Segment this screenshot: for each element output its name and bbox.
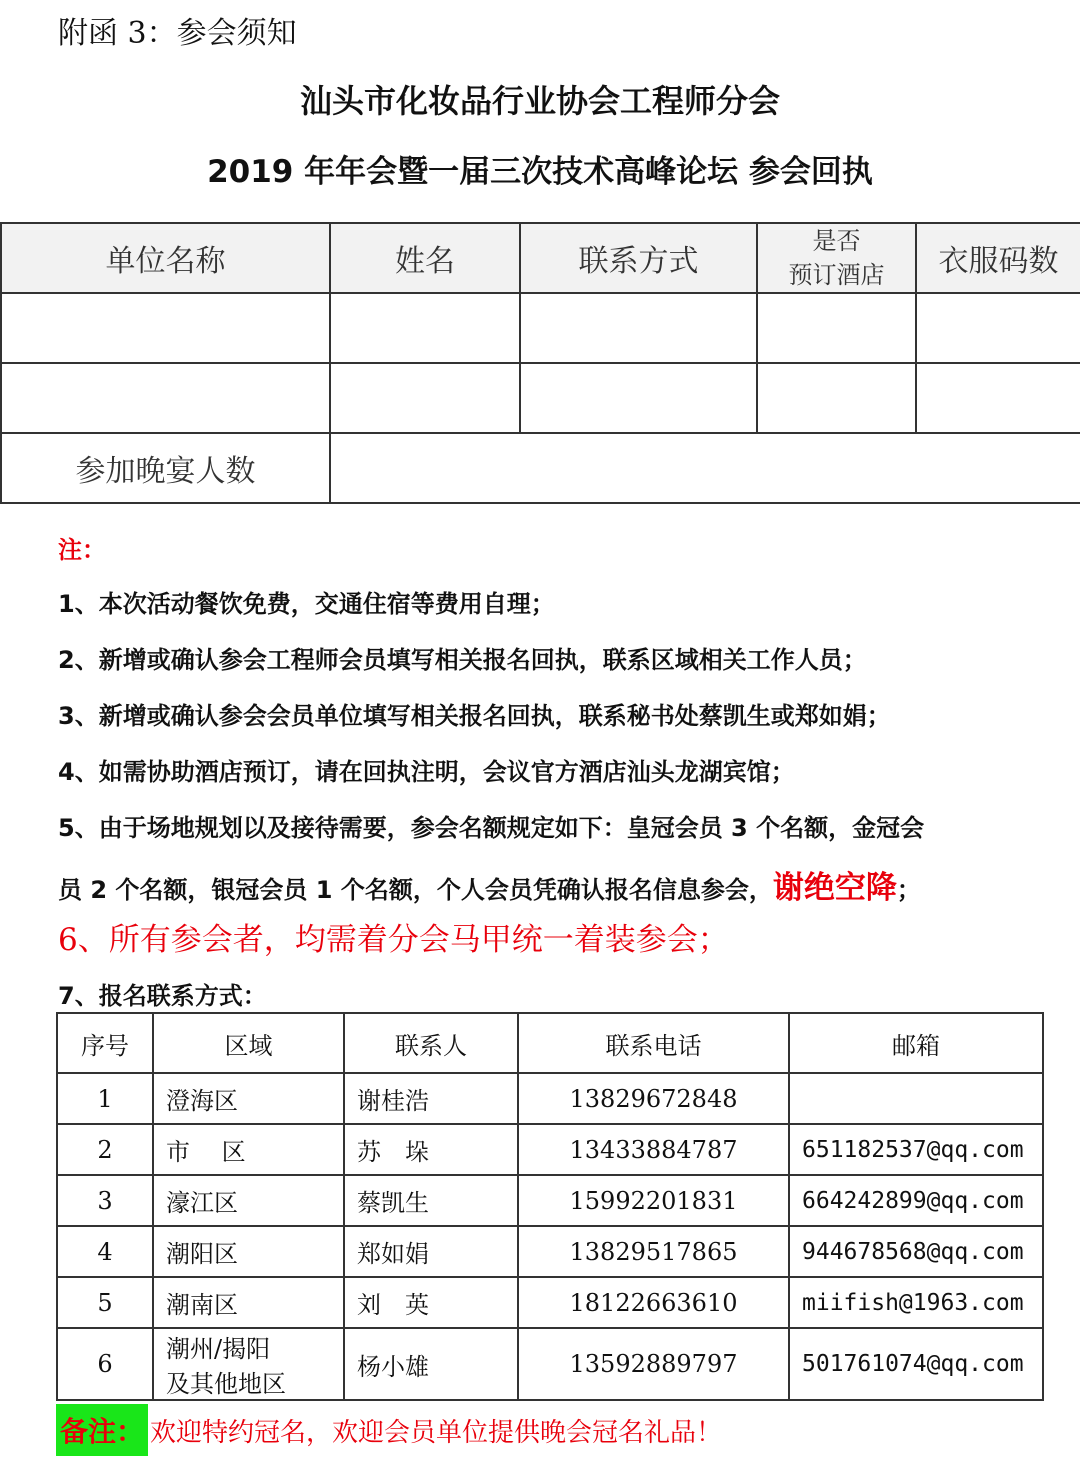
row-area-line1: 潮州/揭阳 [166,1335,271,1363]
form-header-row [1,223,1080,293]
table-row [57,1226,1043,1277]
header-hotel-line2: 预订酒店 [788,261,885,289]
row-contact: 蔡凯生 [344,1175,518,1226]
contact-cell[interactable] [520,293,757,363]
unit-name-cell[interactable] [1,293,330,363]
header-hotel-line1: 是否 [812,227,861,255]
header-clothing-size: 衣服码数 [916,223,1080,293]
banquet-label: 参加晚宴人数 [1,433,330,503]
note-item-3: 3、新增或确认参会会员单位填写相关报名回执，联系秘书处蔡凯生或郑如娟； [58,702,891,730]
note-item-5-text: 员 2 个名额，银冠会员 1 个名额，个人会员凭确认报名信息参会， [58,876,773,904]
note-item-5-line2 [58,862,921,907]
table-row [57,1175,1043,1226]
unit-name-cell[interactable] [1,363,330,433]
document-subtitle: 2019 年年会暨一届三次技术高峰论坛 参会回执 [207,154,873,190]
header-hotel-booking [757,223,916,293]
note-item-4: 4、如需协助酒店预订，请在回执注明，会议官方酒店汕头龙湖宾馆； [58,758,795,786]
table-row [57,1073,1043,1124]
contact-table [56,1012,1044,1401]
row-contact: 谢桂浩 [344,1073,518,1124]
row-contact: 郑如娟 [344,1226,518,1277]
form-empty-row [1,363,1080,433]
row-email: 651182537@qq.com [789,1124,1043,1175]
row-email: 664242899@qq.com [789,1175,1043,1226]
name-cell[interactable] [330,293,520,363]
row-area: 潮南区 [153,1277,344,1328]
notes-heading: 注： [58,536,106,564]
header-area: 区域 [153,1013,344,1073]
header-email: 邮箱 [789,1013,1043,1073]
contact-cell[interactable] [520,363,757,433]
note-item-5-line1: 5、由于场地规划以及接待需要，参会名额规定如下：皇冠会员 3 个名额，金冠会 [58,814,925,842]
note-item-2: 2、新增或确认参会工程师会员填写相关报名回执，联系区域相关工作人员； [58,646,867,674]
row-phone: 13829517865 [518,1226,789,1277]
table-row [57,1277,1043,1328]
row-area: 澄海区 [153,1073,344,1124]
name-cell[interactable] [330,363,520,433]
row-email: 501761074@qq.com [789,1328,1043,1400]
remark-tag: 备注： [56,1404,148,1456]
attachment-label: 附函 3：参会须知 [58,16,297,51]
row-area: 市 区 [153,1124,344,1175]
size-cell[interactable] [916,363,1080,433]
row-no: 5 [57,1277,153,1328]
registration-form-table [0,222,1080,504]
row-no: 1 [57,1073,153,1124]
hotel-cell[interactable] [757,363,916,433]
header-no: 序号 [57,1013,153,1073]
row-no: 4 [57,1226,153,1277]
row-phone: 13829672848 [518,1073,789,1124]
row-no: 3 [57,1175,153,1226]
form-empty-row [1,293,1080,363]
note-item-5-emphasis: 谢绝空降 [772,870,897,906]
header-contact: 联系方式 [520,223,757,293]
banquet-row [1,433,1080,503]
row-area-line2: 及其他地区 [166,1370,286,1398]
note-item-1: 1、本次活动餐饮免费，交通住宿等费用自理； [58,590,555,618]
note-item-5-end: ； [896,876,921,904]
remark [56,1404,722,1456]
row-phone: 15992201831 [518,1175,789,1226]
header-name: 姓名 [330,223,520,293]
row-area: 濠江区 [153,1175,344,1226]
note-item-6: 6、所有参会者，均需着分会马甲统一着装参会； [58,922,729,958]
header-person: 联系人 [344,1013,518,1073]
note-item-7: 7、报名联系方式： [58,982,267,1010]
row-contact: 苏 垛 [344,1124,518,1175]
row-phone: 13592889797 [518,1328,789,1400]
header-unit-name: 单位名称 [1,223,330,293]
hotel-cell[interactable] [757,293,916,363]
row-no: 6 [57,1328,153,1400]
row-email: miifish@1963.com [789,1277,1043,1328]
row-no: 2 [57,1124,153,1175]
header-phone: 联系电话 [518,1013,789,1073]
row-contact: 杨小雄 [344,1328,518,1400]
document-title: 汕头市化妆品行业协会工程师分会 [299,82,780,120]
table-row [57,1124,1043,1175]
row-email [789,1073,1043,1124]
row-area: 潮阳区 [153,1226,344,1277]
row-email: 944678568@qq.com [789,1226,1043,1277]
row-phone: 18122663610 [518,1277,789,1328]
row-area [153,1328,344,1400]
banquet-count-cell[interactable] [330,433,1080,503]
row-contact: 刘 英 [344,1277,518,1328]
size-cell[interactable] [916,293,1080,363]
row-phone: 13433884787 [518,1124,789,1175]
table-row [57,1328,1043,1400]
contact-header-row [57,1013,1043,1073]
remark-text: 欢迎特约冠名，欢迎会员单位提供晚会冠名礼品！ [150,1417,723,1448]
